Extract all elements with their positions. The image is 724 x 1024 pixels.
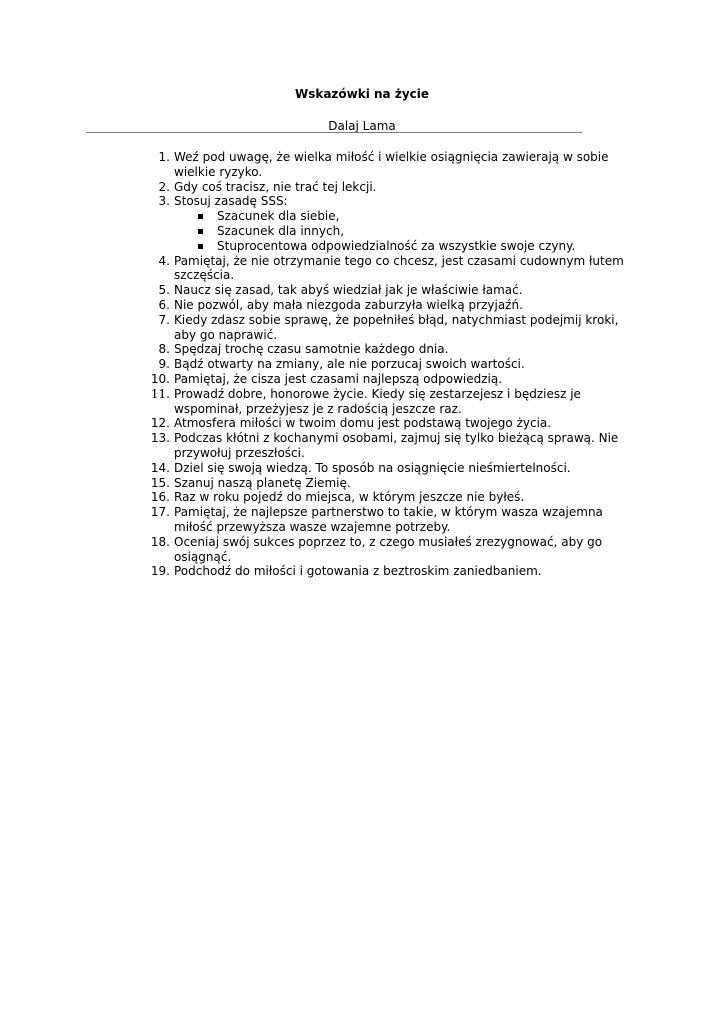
list-item (144, 461, 644, 476)
list-item (144, 490, 644, 505)
list-item-text: Pamiętaj, że nie otrzymanie tego co chcesz, jest czasami cudownym łutem szczęścia. (174, 253, 624, 283)
list-item (144, 194, 644, 253)
list-item-number: 7. (158, 312, 170, 327)
list-item-number: 11. (150, 386, 170, 401)
sub-list-item (174, 239, 644, 254)
list-item-text: Gdy coś tracisz, nie trać tej lekcji. (174, 179, 377, 194)
list-item-number: 10. (150, 371, 170, 386)
list-item (144, 357, 644, 372)
list-item-number: 15. (150, 475, 170, 490)
list-item-text: Kiedy zdasz sobie sprawę, że popełniłeś błąd, natychmiast podejmij kroki, aby go naprawić. (174, 312, 619, 342)
list-item-number: 18. (150, 534, 170, 549)
list-item-text: Weź pod uwagę, że wielka miłość i wielkie osiągnięcia zawierają w sobie wielkie ryzyko. (174, 150, 609, 179)
list-item-text: Naucz się zasad, tak abyś wiedział jak je właściwie łamać. (174, 283, 523, 298)
list-item-number: 12. (150, 416, 170, 431)
list-item-text: Bądź otwarty na zmiany, ale nie porzucaj swoich wartości. (174, 357, 525, 372)
list-item (144, 283, 644, 298)
list-item-text: Spędzaj trochę czasu samotnie każdego dnia. (174, 342, 449, 357)
list-item-number: 14. (150, 460, 170, 475)
sub-list-item-text: Szacunek dla innych, (217, 223, 345, 238)
list-item (144, 505, 644, 535)
list-item (144, 416, 644, 431)
list-item-number: 4. (158, 253, 170, 268)
list-item (144, 431, 644, 461)
sub-list-item (174, 209, 644, 224)
sub-list-item-text: Stuprocentowa odpowiedzialność za wszystkie swoje czyny. (217, 238, 576, 253)
list-item-text: Atmosfera miłości w twoim domu jest podstawą twojego życia. (174, 416, 552, 431)
list-item-text: Szanuj naszą planetę Ziemię. (174, 475, 351, 490)
square-bullet-icon (198, 229, 203, 234)
list-item-number: 6. (158, 297, 170, 312)
list-item (144, 476, 644, 491)
list-item (144, 313, 644, 343)
sub-list (174, 209, 644, 253)
list-item-number: 2. (158, 179, 170, 194)
list-item (144, 254, 644, 284)
list-item-number: 9. (158, 357, 170, 372)
list-item-number: 5. (158, 283, 170, 298)
list-item-number: 13. (150, 431, 170, 446)
list-item-text: Dziel się swoją wiedzą. To sposób na osiągnięcie nieśmiertelności. (174, 460, 571, 475)
sub-list-item-text: Szacunek dla siebie, (217, 209, 340, 224)
list-item-text: Podczas kłótni z kochanymi osobami, zajmuj się tylko bieżącą sprawą. Nie przywołuj przeszłości. (174, 431, 619, 460)
document-author: Dalaj Lama (328, 119, 396, 133)
list-item-number: 1. (158, 150, 170, 164)
list-item-text: Pamiętaj, że cisza jest czasami najlepszą odpowiedzią. (174, 371, 503, 386)
list-item (144, 372, 644, 387)
header-divider (86, 132, 582, 133)
sub-list-item (174, 224, 644, 239)
list-item (144, 298, 644, 313)
list-item-text: Raz w roku pojedź do miejsca, w którym jeszcze nie byłeś. (174, 490, 525, 505)
list-item-number: 3. (158, 194, 170, 209)
list-item-text: Nie pozwól, aby mała niezgoda zaburzyła wielką przyjaźń. (174, 297, 523, 312)
list-item-text: Pamiętaj, że najlepsze partnerstwo to takie, w którym wasza wzajemna miłość przewyższa wasze wzajemne potrzeby. (174, 505, 603, 534)
list-item (144, 387, 644, 417)
advice-list (144, 150, 644, 579)
list-item (144, 150, 644, 180)
document-title: Wskazówki na życie (294, 87, 430, 101)
list-item-number: 16. (150, 490, 170, 505)
list-item-number: 17. (150, 505, 170, 520)
list-item-number: 19. (150, 564, 170, 579)
square-bullet-icon (198, 214, 203, 219)
list-item (144, 180, 644, 195)
list-item (144, 342, 644, 357)
list-item-text: Prowadź dobre, honorowe życie. Kiedy się zestarzejesz i będziesz je wspominał, przeżyjesz je z radością jeszcze raz. (174, 386, 581, 416)
list-item (144, 535, 644, 565)
list-item-number: 8. (158, 342, 170, 357)
list-item-text: Stosuj zasadę SSS: (174, 194, 288, 209)
list-item-text: Podchodź do miłości i gotowania z beztroskim zaniedbaniem. (174, 564, 542, 579)
square-bullet-icon (198, 244, 203, 249)
list-item-text: Oceniaj swój sukces poprzez to, z czego musiałeś zrezygnować, aby go osiągnąć. (174, 534, 603, 564)
list-item (144, 564, 644, 579)
